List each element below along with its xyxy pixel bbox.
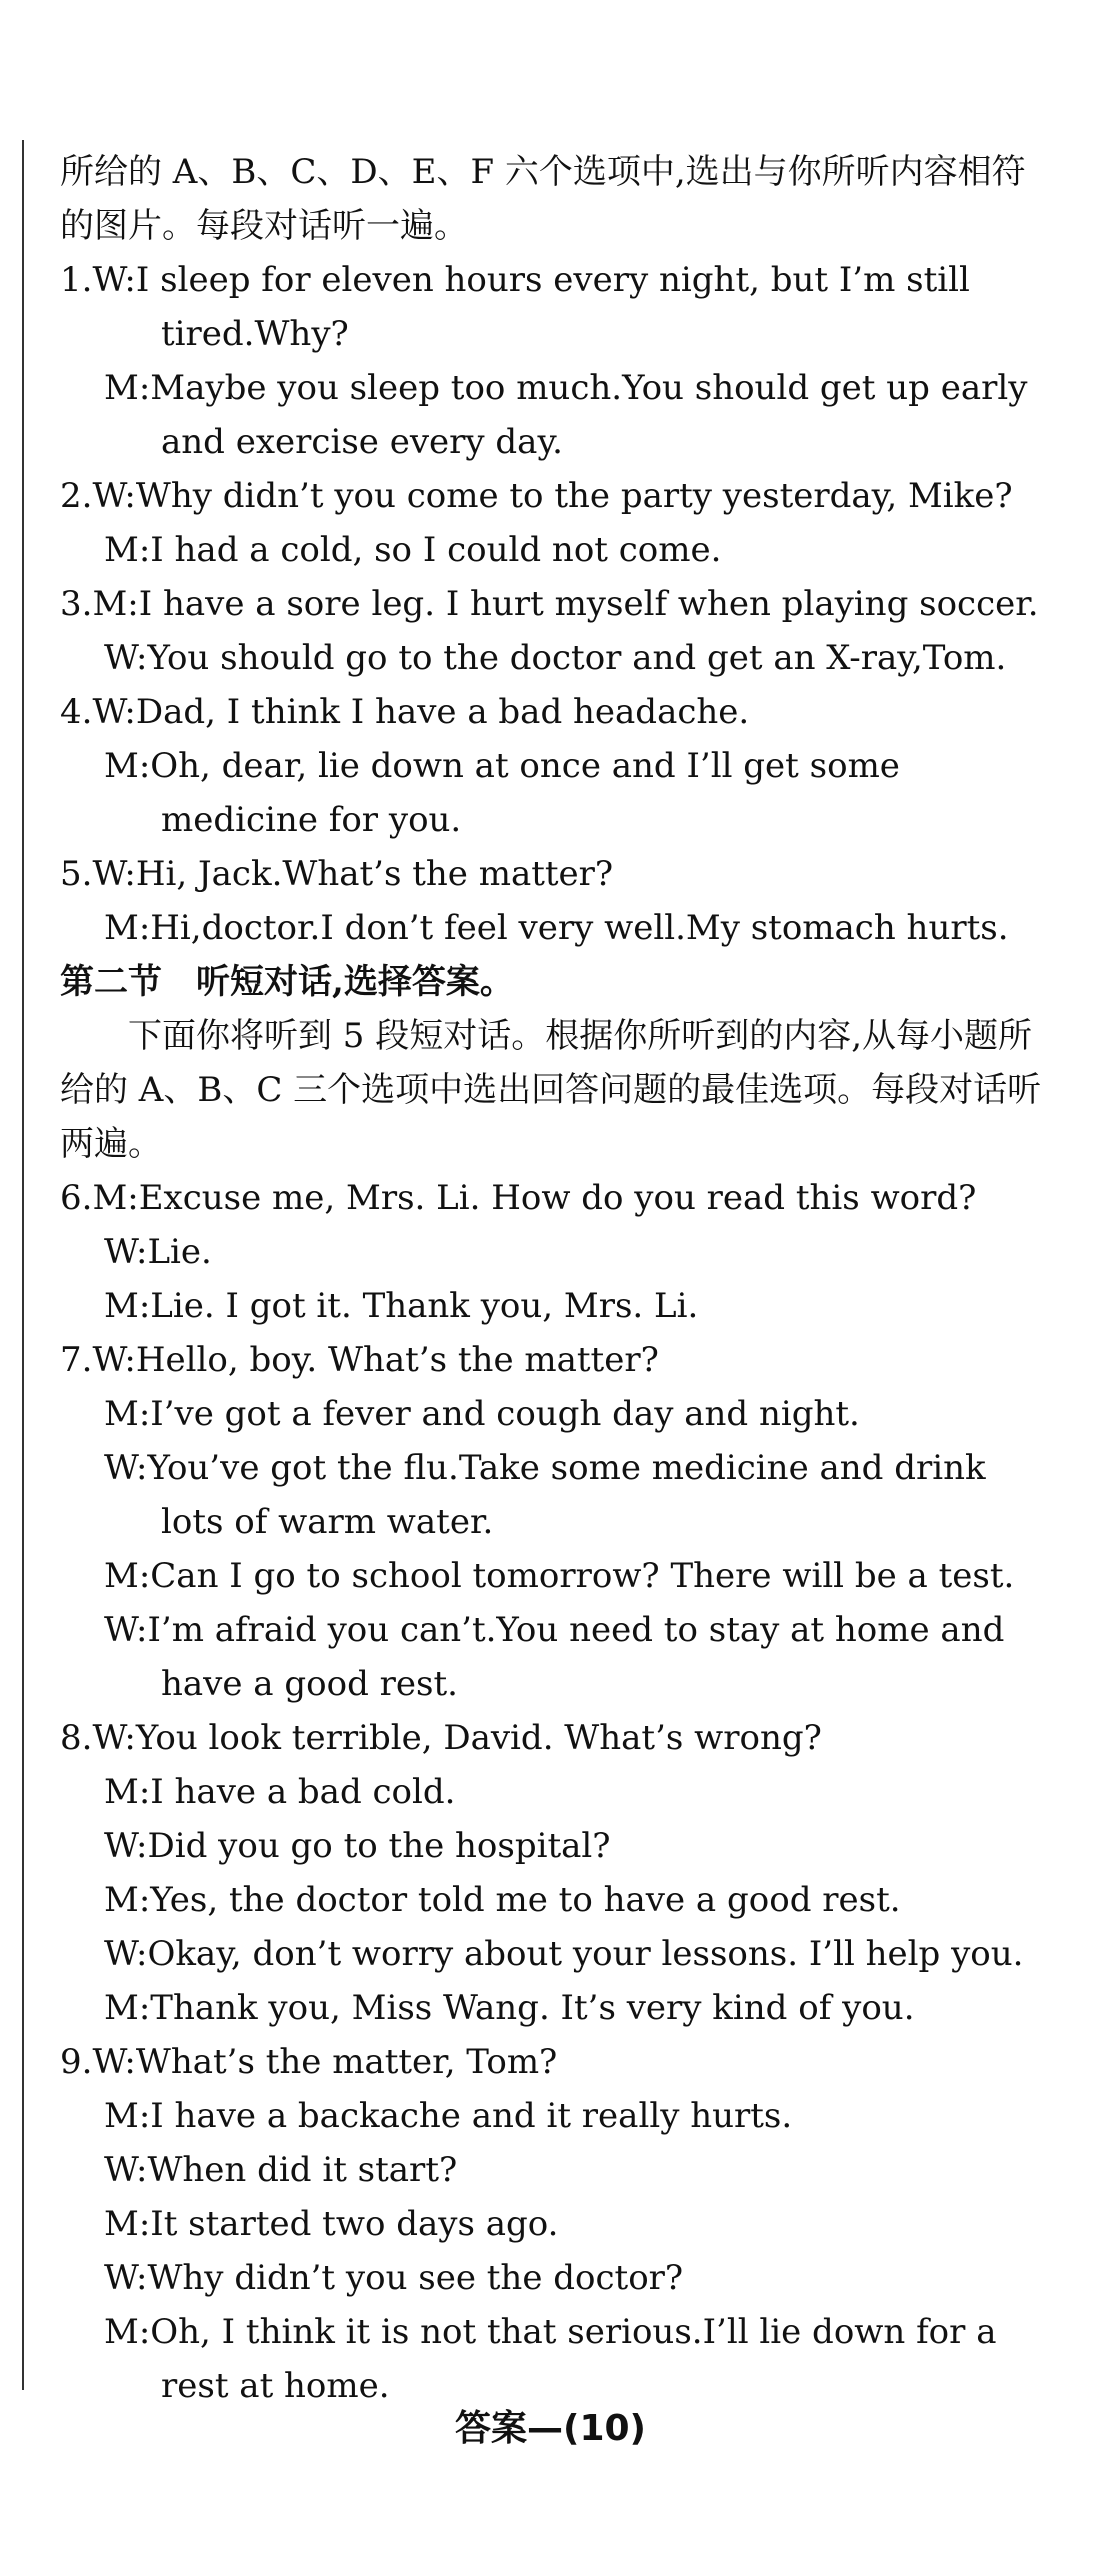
dialogue-text: Thank you, Miss Wang. It’s very kind of you. bbox=[150, 1988, 915, 2028]
speaker-label: M: bbox=[104, 530, 151, 570]
speaker-label: W: bbox=[104, 1610, 148, 1650]
dialogue-line bbox=[60, 901, 1055, 955]
dialogue-line bbox=[60, 2089, 1055, 2143]
speaker-label: 9.W: bbox=[60, 2042, 136, 2082]
speaker-label: W: bbox=[104, 1448, 148, 1488]
dialogue-line bbox=[60, 577, 1055, 631]
dialogue-line bbox=[60, 631, 1055, 685]
dialogue-text: I’m afraid you can’t.You need to stay at home and have a good rest. bbox=[147, 1610, 1005, 1704]
speaker-label: W: bbox=[104, 2258, 148, 2298]
dialogue-line bbox=[60, 1927, 1055, 1981]
dialogue-text: Why didn’t you see the doctor? bbox=[147, 2258, 684, 2298]
dialogue-text: I have a bad cold. bbox=[150, 1772, 456, 1812]
page-footer: 答案—(10) bbox=[454, 2408, 646, 2449]
speaker-label: 8.W: bbox=[60, 1718, 136, 1758]
speaker-label: M: bbox=[104, 908, 151, 948]
section-one-dialogues bbox=[60, 253, 1055, 955]
dialogue-text: Okay, don’t worry about your lessons. I’ll help you. bbox=[147, 1934, 1024, 1974]
dialogue-text: I have a backache and it really hurts. bbox=[150, 2096, 793, 2136]
dialogue-text: Excuse me, Mrs. Li. How do you read this word? bbox=[138, 1178, 977, 1218]
dialogue-line bbox=[60, 1765, 1055, 1819]
speaker-label: M: bbox=[104, 2096, 151, 2136]
dialogue-line bbox=[60, 2251, 1055, 2305]
speaker-label: 2.W: bbox=[60, 476, 136, 516]
dialogue-text: You look terrible, David. What’s wrong? bbox=[135, 1718, 822, 1758]
speaker-label: M: bbox=[104, 1286, 151, 1326]
left-margin-rule bbox=[22, 140, 24, 2390]
dialogue-text: You’ve got the flu.Take some medicine and drink lots of warm water. bbox=[147, 1448, 986, 1542]
dialogue-line bbox=[60, 1387, 1055, 1441]
dialogue-line bbox=[60, 361, 1055, 469]
dialogue-line bbox=[60, 1225, 1055, 1279]
dialogue-text: I had a cold, so I could not come. bbox=[150, 530, 722, 570]
speaker-label: 4.W: bbox=[60, 692, 136, 732]
dialogue-text: Oh, I think it is not that serious.I’ll lie down for a rest at home. bbox=[150, 2312, 997, 2406]
dialogue-line bbox=[60, 1819, 1055, 1873]
dialogue-line bbox=[60, 2143, 1055, 2197]
dialogue-text: Did you go to the hospital? bbox=[147, 1826, 611, 1866]
dialogue-text: Hi, Jack.What’s the matter? bbox=[135, 854, 614, 894]
speaker-label: M: bbox=[104, 1880, 151, 1920]
speaker-label: W: bbox=[104, 1826, 148, 1866]
section-two-instruction: 下面你将听到 5 段短对话。根据你所听到的内容,从每小题所给的 A、B、C 三个选项中选出回答问题的最佳选项。每段对话听两遍。 bbox=[60, 1016, 1042, 1164]
speaker-label: M: bbox=[104, 1556, 151, 1596]
speaker-label: W: bbox=[104, 1232, 148, 1272]
dialogue-line bbox=[60, 2305, 1055, 2413]
dialogue-line bbox=[60, 1171, 1055, 1225]
speaker-label: 3.M: bbox=[60, 584, 139, 624]
speaker-label: M: bbox=[104, 2312, 151, 2352]
dialogue-text: I sleep for eleven hours every night, but I’m still tired.Why? bbox=[135, 260, 970, 354]
section-two-heading: 第二节 听短对话,选择答案。 bbox=[60, 962, 514, 1002]
dialogue-line bbox=[60, 1711, 1055, 1765]
dialogue-text: I have a sore leg. I hurt myself when playing soccer. bbox=[138, 584, 1039, 624]
dialogue-text: Can I go to school tomorrow? There will be a test. bbox=[150, 1556, 1015, 1596]
speaker-label: W: bbox=[104, 638, 148, 678]
dialogue-line bbox=[60, 739, 1055, 847]
speaker-label: W: bbox=[104, 1934, 148, 1974]
speaker-label: M: bbox=[104, 1988, 151, 2028]
speaker-label: 1.W: bbox=[60, 260, 136, 300]
dialogue-line bbox=[60, 1549, 1055, 1603]
speaker-label: 7.W: bbox=[60, 1340, 136, 1380]
speaker-label: 5.W: bbox=[60, 854, 136, 894]
dialogue-line bbox=[60, 2197, 1055, 2251]
dialogue-text: Lie. I got it. Thank you, Mrs. Li. bbox=[150, 1286, 699, 1326]
speaker-label: 6.M: bbox=[60, 1178, 139, 1218]
dialogue-text: Oh, dear, lie down at once and I’ll get some medicine for you. bbox=[150, 746, 900, 840]
dialogue-text: Hello, boy. What’s the matter? bbox=[135, 1340, 659, 1380]
answer-script bbox=[60, 145, 1055, 2413]
dialogue-line bbox=[60, 1603, 1055, 1711]
speaker-label: M: bbox=[104, 1394, 151, 1434]
speaker-label: W: bbox=[104, 2150, 148, 2190]
dialogue-line bbox=[60, 1279, 1055, 1333]
dialogue-text: Why didn’t you come to the party yesterday, Mike? bbox=[135, 476, 1013, 516]
dialogue-text: You should go to the doctor and get an X-ray,Tom. bbox=[147, 638, 1007, 678]
speaker-label: M: bbox=[104, 368, 151, 408]
dialogue-text: When did it start? bbox=[147, 2150, 458, 2190]
dialogue-line bbox=[60, 1333, 1055, 1387]
dialogue-text: Yes, the doctor told me to have a good rest. bbox=[150, 1880, 901, 1920]
speaker-label: M: bbox=[104, 2204, 151, 2244]
dialogue-text: Hi,doctor.I don’t feel very well.My stomach hurts. bbox=[150, 908, 1009, 948]
dialogue-line bbox=[60, 1873, 1055, 1927]
section-two-dialogues bbox=[60, 1171, 1055, 2413]
dialogue-line bbox=[60, 2035, 1055, 2089]
speaker-label: M: bbox=[104, 1772, 151, 1812]
dialogue-text: I’ve got a fever and cough day and night. bbox=[150, 1394, 860, 1434]
dialogue-line bbox=[60, 847, 1055, 901]
speaker-label: M: bbox=[104, 746, 151, 786]
dialogue-line bbox=[60, 523, 1055, 577]
dialogue-line bbox=[60, 469, 1055, 523]
intro-text: 所给的 A、B、C、D、E、F 六个选项中,选出与你所听内容相符的图片。每段对话听一遍。 bbox=[60, 152, 1026, 246]
dialogue-text: Dad, I think I have a bad headache. bbox=[135, 692, 750, 732]
dialogue-text: It started two days ago. bbox=[150, 2204, 559, 2244]
dialogue-line bbox=[60, 685, 1055, 739]
dialogue-line bbox=[60, 253, 1055, 361]
dialogue-line bbox=[60, 1441, 1055, 1549]
dialogue-text: What’s the matter, Tom? bbox=[135, 2042, 558, 2082]
dialogue-text: Maybe you sleep too much.You should get up early and exercise every day. bbox=[150, 368, 1028, 462]
dialogue-text: Lie. bbox=[147, 1232, 212, 1272]
dialogue-line bbox=[60, 1981, 1055, 2035]
